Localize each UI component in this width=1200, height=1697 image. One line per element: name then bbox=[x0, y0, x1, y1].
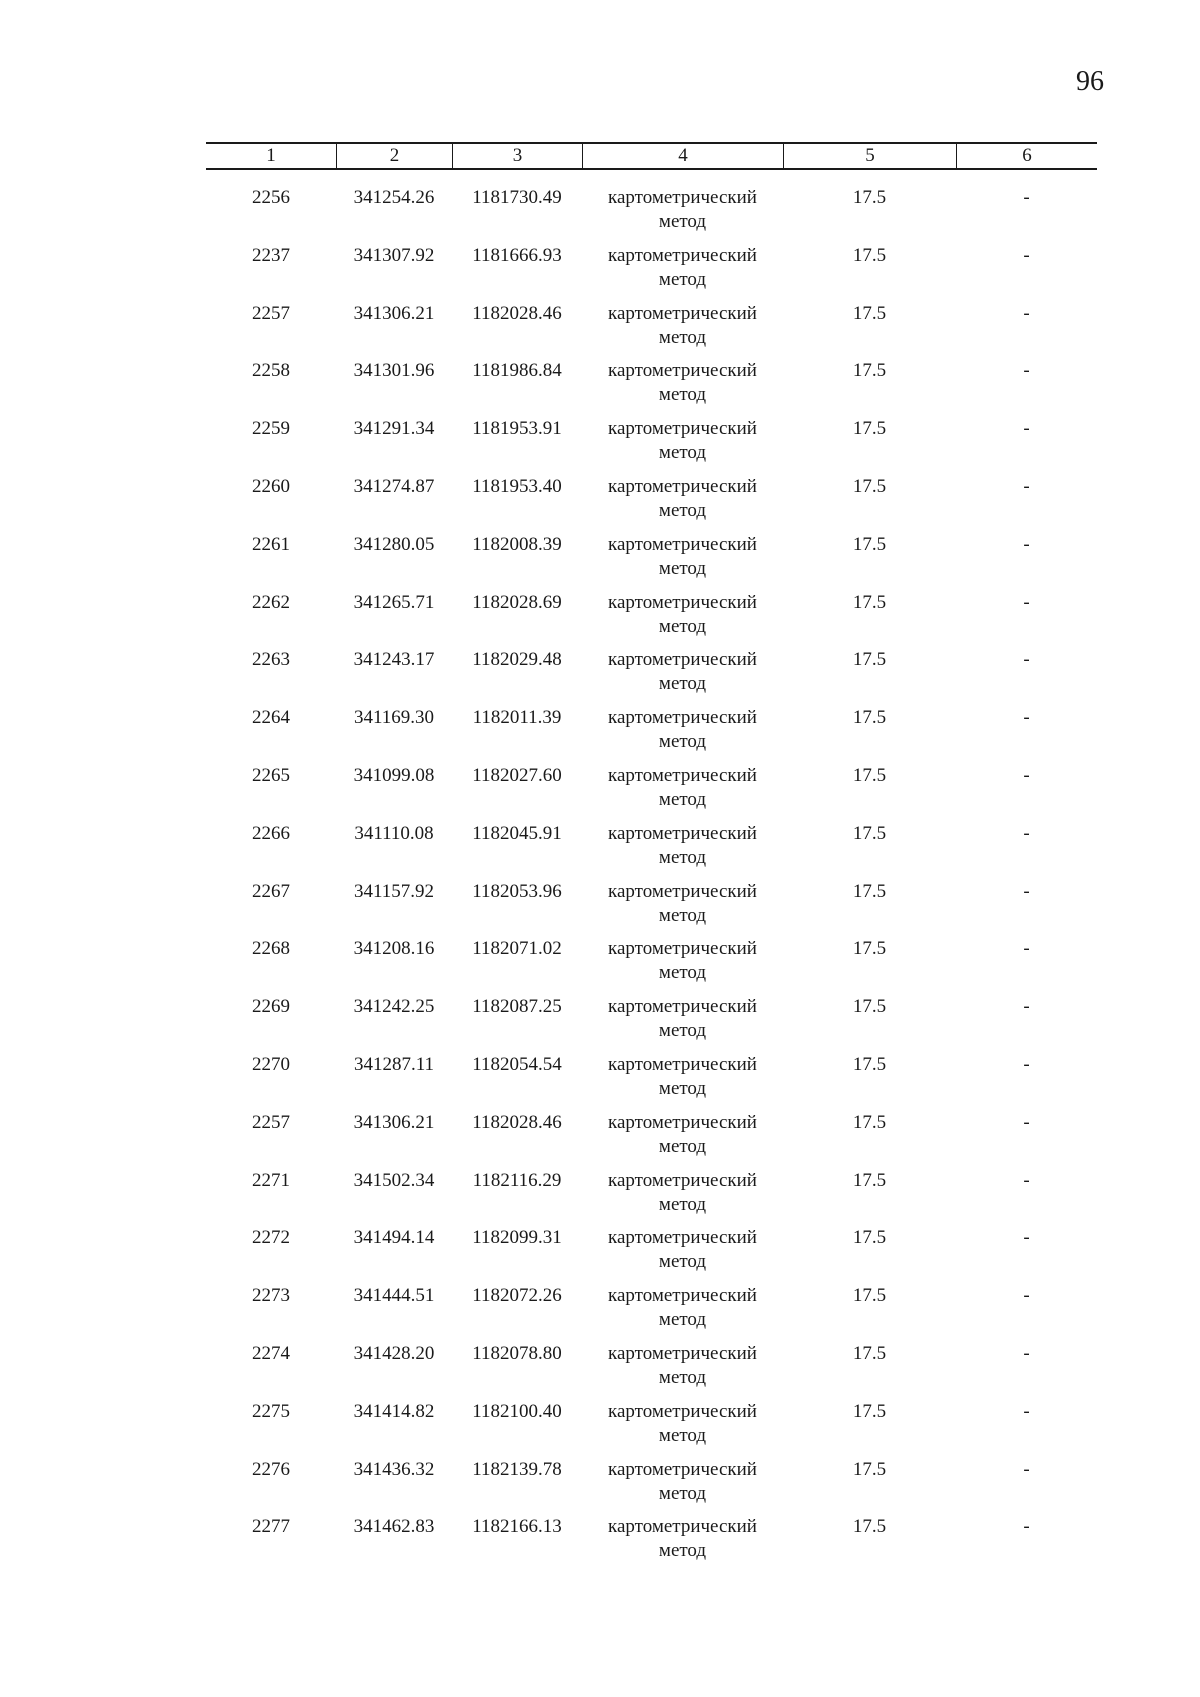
method-line1: картометрический bbox=[608, 591, 757, 613]
method-line2: метод bbox=[658, 211, 707, 232]
method-line2: метод bbox=[658, 384, 707, 406]
table-header bbox=[206, 142, 1097, 170]
point-number-cell: 2237 bbox=[252, 244, 290, 266]
point-number-cell: 2259 bbox=[252, 418, 290, 440]
y-coordinate-cell: 1182116.29 bbox=[472, 1169, 562, 1191]
method-cell bbox=[582, 417, 783, 475]
y-coordinate-cell: 1181953.40 bbox=[472, 475, 562, 497]
point-number-cell: 2257 bbox=[252, 1111, 290, 1133]
method-line2: метод bbox=[658, 326, 707, 348]
table-row bbox=[206, 533, 1097, 591]
accuracy-cell: 17.5 bbox=[852, 938, 887, 960]
point-number-cell: 2260 bbox=[252, 475, 290, 497]
accuracy-cell: 17.5 bbox=[852, 1169, 887, 1191]
note-cell: - bbox=[1023, 302, 1030, 324]
table-body bbox=[206, 170, 1097, 1573]
method-line1: картометрический bbox=[608, 475, 757, 497]
method-cell bbox=[582, 1458, 783, 1516]
accuracy-cell: 17.5 bbox=[852, 707, 887, 729]
point-number-cell: 2269 bbox=[252, 996, 290, 1018]
table-row bbox=[206, 302, 1097, 360]
method-line1: картометрический bbox=[608, 1516, 757, 1538]
x-coordinate-cell: 341462.83 bbox=[353, 1516, 435, 1538]
table-row bbox=[206, 1284, 1097, 1342]
accuracy-cell: 17.5 bbox=[852, 244, 887, 266]
accuracy-cell: 17.5 bbox=[852, 649, 887, 671]
accuracy-cell: 17.5 bbox=[852, 1053, 887, 1075]
x-coordinate-cell: 341110.08 bbox=[354, 822, 434, 844]
coordinates-table bbox=[206, 142, 1097, 1573]
method-cell bbox=[582, 648, 783, 706]
note-cell: - bbox=[1023, 707, 1030, 729]
table-row bbox=[206, 244, 1097, 302]
table-row bbox=[206, 417, 1097, 475]
note-cell: - bbox=[1023, 649, 1030, 671]
y-coordinate-cell: 1181666.93 bbox=[472, 244, 562, 266]
column-header: 6 bbox=[956, 144, 1097, 168]
point-number-cell: 2270 bbox=[252, 1053, 290, 1075]
table-row bbox=[206, 648, 1097, 706]
accuracy-cell: 17.5 bbox=[852, 591, 887, 613]
method-line1: картометрический bbox=[608, 938, 757, 960]
method-cell bbox=[582, 1515, 783, 1573]
y-coordinate-cell: 1182027.60 bbox=[472, 764, 562, 786]
method-line2: метод bbox=[658, 1251, 707, 1273]
accuracy-cell: 17.5 bbox=[852, 880, 887, 902]
accuracy-cell: 17.5 bbox=[852, 1458, 887, 1480]
column-header: 4 bbox=[582, 144, 783, 168]
method-cell bbox=[582, 822, 783, 880]
point-number-cell: 2276 bbox=[252, 1458, 290, 1480]
table-row bbox=[206, 1169, 1097, 1227]
method-cell bbox=[582, 533, 783, 591]
point-number-cell: 2277 bbox=[252, 1516, 290, 1538]
x-coordinate-cell: 341254.26 bbox=[353, 187, 435, 208]
method-cell bbox=[582, 1111, 783, 1169]
y-coordinate-cell: 1182028.46 bbox=[472, 1111, 562, 1133]
x-coordinate-cell: 341444.51 bbox=[353, 1285, 435, 1307]
method-line1: картометрический bbox=[608, 996, 757, 1018]
y-coordinate-cell: 1182166.13 bbox=[472, 1516, 562, 1538]
method-line2: метод bbox=[658, 1482, 707, 1504]
table-row bbox=[206, 822, 1097, 880]
accuracy-cell: 17.5 bbox=[852, 764, 887, 786]
x-coordinate-cell: 341208.16 bbox=[353, 938, 435, 960]
note-cell: - bbox=[1023, 1111, 1030, 1133]
method-cell bbox=[582, 880, 783, 938]
method-line2: метод bbox=[658, 962, 707, 984]
x-coordinate-cell: 341306.21 bbox=[353, 1111, 435, 1133]
method-line1: картометрический bbox=[608, 244, 757, 266]
method-line2: метод bbox=[658, 1366, 707, 1388]
table-row bbox=[206, 1111, 1097, 1169]
note-cell: - bbox=[1023, 764, 1030, 786]
y-coordinate-cell: 1182139.78 bbox=[472, 1458, 562, 1480]
y-coordinate-cell: 1181986.84 bbox=[472, 360, 562, 382]
method-line2: метод bbox=[658, 1309, 707, 1331]
method-line1: картометрический bbox=[608, 1342, 757, 1364]
point-number-cell: 2261 bbox=[252, 533, 290, 555]
point-number-cell: 2271 bbox=[252, 1169, 290, 1191]
method-cell bbox=[582, 1342, 783, 1400]
point-number-cell: 2257 bbox=[252, 302, 290, 324]
method-line1: картометрический bbox=[608, 822, 757, 844]
method-line1: картометрический bbox=[608, 649, 757, 671]
x-coordinate-cell: 341242.25 bbox=[353, 996, 435, 1018]
point-number-cell: 2256 bbox=[252, 187, 290, 208]
accuracy-cell: 17.5 bbox=[852, 1285, 887, 1307]
point-number-cell: 2268 bbox=[252, 938, 290, 960]
note-cell: - bbox=[1023, 475, 1030, 497]
column-header: 1 bbox=[266, 145, 276, 166]
method-cell bbox=[582, 359, 783, 417]
method-line2: метод bbox=[658, 788, 707, 810]
method-line1: картометрический bbox=[608, 1169, 757, 1191]
x-coordinate-cell: 341428.20 bbox=[353, 1342, 435, 1364]
x-coordinate-cell: 341243.17 bbox=[353, 649, 435, 671]
x-coordinate-cell: 341306.21 bbox=[353, 302, 435, 324]
method-line2: метод bbox=[658, 673, 707, 695]
y-coordinate-cell: 1182028.69 bbox=[472, 591, 562, 613]
method-line2: метод bbox=[658, 1077, 707, 1099]
accuracy-cell: 17.5 bbox=[852, 360, 887, 382]
note-cell: - bbox=[1023, 1169, 1030, 1191]
y-coordinate-cell: 1182008.39 bbox=[472, 533, 562, 555]
point-number-cell: 2272 bbox=[252, 1227, 290, 1249]
method-line2: метод bbox=[658, 615, 707, 637]
x-coordinate-cell: 341291.34 bbox=[353, 418, 435, 440]
x-coordinate-cell: 341099.08 bbox=[353, 764, 435, 786]
accuracy-cell: 17.5 bbox=[852, 1400, 887, 1422]
method-cell bbox=[582, 764, 783, 822]
method-line1: картометрический bbox=[608, 187, 757, 208]
note-cell: - bbox=[1023, 1458, 1030, 1480]
point-number-cell: 2275 bbox=[252, 1400, 290, 1422]
accuracy-cell: 17.5 bbox=[852, 533, 887, 555]
method-cell bbox=[582, 186, 783, 244]
accuracy-cell: 17.5 bbox=[852, 996, 887, 1018]
method-line2: метод bbox=[658, 268, 707, 290]
y-coordinate-cell: 1182100.40 bbox=[472, 1400, 562, 1422]
method-line2: метод bbox=[658, 1424, 707, 1446]
method-line1: картометрический bbox=[608, 1458, 757, 1480]
note-cell: - bbox=[1023, 880, 1030, 902]
note-cell: - bbox=[1023, 533, 1030, 555]
note-cell: - bbox=[1023, 1516, 1030, 1538]
point-number-cell: 2258 bbox=[252, 360, 290, 382]
y-coordinate-cell: 1182029.48 bbox=[472, 649, 562, 671]
note-cell: - bbox=[1023, 360, 1030, 382]
method-line1: картометрический bbox=[608, 418, 757, 440]
point-number-cell: 2264 bbox=[252, 707, 290, 729]
method-line1: картометрический bbox=[608, 302, 757, 324]
x-coordinate-cell: 341494.14 bbox=[353, 1227, 435, 1249]
accuracy-cell: 17.5 bbox=[852, 475, 887, 497]
method-line2: метод bbox=[658, 499, 707, 521]
method-line2: метод bbox=[658, 1193, 707, 1215]
point-number-cell: 2267 bbox=[252, 880, 290, 902]
method-line2: метод bbox=[658, 557, 707, 579]
x-coordinate-cell: 341169.30 bbox=[353, 707, 435, 729]
note-cell: - bbox=[1023, 1400, 1030, 1422]
method-cell bbox=[582, 937, 783, 995]
note-cell: - bbox=[1023, 187, 1030, 208]
method-line1: картометрический bbox=[608, 1053, 757, 1075]
table-row bbox=[206, 591, 1097, 649]
note-cell: - bbox=[1023, 822, 1030, 844]
method-cell bbox=[582, 475, 783, 533]
table-row bbox=[206, 1226, 1097, 1284]
table-row bbox=[206, 1515, 1097, 1573]
table-row bbox=[206, 706, 1097, 764]
note-cell: - bbox=[1023, 1342, 1030, 1364]
method-line2: метод bbox=[658, 442, 707, 464]
method-cell bbox=[582, 591, 783, 649]
note-cell: - bbox=[1023, 244, 1030, 266]
y-coordinate-cell: 1182011.39 bbox=[472, 707, 562, 729]
method-line1: картометрический bbox=[608, 764, 757, 786]
point-number-cell: 2273 bbox=[252, 1285, 290, 1307]
accuracy-cell: 17.5 bbox=[852, 1342, 887, 1364]
page-number: 96 bbox=[1076, 66, 1104, 97]
point-number-cell: 2274 bbox=[252, 1342, 290, 1364]
column-header: 3 bbox=[452, 144, 582, 168]
note-cell: - bbox=[1023, 591, 1030, 613]
method-line1: картометрический bbox=[608, 533, 757, 555]
table-row bbox=[206, 1458, 1097, 1516]
y-coordinate-cell: 1182078.80 bbox=[472, 1342, 562, 1364]
table-row bbox=[206, 475, 1097, 533]
table-row bbox=[206, 937, 1097, 995]
note-cell: - bbox=[1023, 938, 1030, 960]
table-row bbox=[206, 186, 1097, 244]
method-line2: метод bbox=[658, 1135, 707, 1157]
y-coordinate-cell: 1182072.26 bbox=[472, 1285, 562, 1307]
accuracy-cell: 17.5 bbox=[852, 187, 887, 208]
method-line2: метод bbox=[658, 846, 707, 868]
method-line1: картометрический bbox=[608, 1285, 757, 1307]
x-coordinate-cell: 341287.11 bbox=[353, 1053, 435, 1075]
method-line2: метод bbox=[658, 1540, 707, 1562]
y-coordinate-cell: 1182054.54 bbox=[472, 1053, 562, 1075]
x-coordinate-cell: 341414.82 bbox=[353, 1400, 435, 1422]
method-cell bbox=[582, 995, 783, 1053]
table-row bbox=[206, 1053, 1097, 1111]
column-header: 5 bbox=[783, 144, 956, 168]
note-cell: - bbox=[1023, 1285, 1030, 1307]
method-line1: картометрический bbox=[608, 707, 757, 729]
x-coordinate-cell: 341265.71 bbox=[353, 591, 435, 613]
point-number-cell: 2265 bbox=[252, 764, 290, 786]
y-coordinate-cell: 1182053.96 bbox=[472, 880, 562, 902]
method-line2: метод bbox=[658, 731, 707, 753]
y-coordinate-cell: 1182045.91 bbox=[472, 822, 562, 844]
method-line2: метод bbox=[658, 904, 707, 926]
table-row bbox=[206, 995, 1097, 1053]
point-number-cell: 2263 bbox=[252, 649, 290, 671]
note-cell: - bbox=[1023, 996, 1030, 1018]
accuracy-cell: 17.5 bbox=[852, 822, 887, 844]
table-row bbox=[206, 1400, 1097, 1458]
x-coordinate-cell: 341301.96 bbox=[353, 360, 435, 382]
y-coordinate-cell: 1182087.25 bbox=[472, 996, 562, 1018]
table-row bbox=[206, 1342, 1097, 1400]
y-coordinate-cell: 1182028.46 bbox=[472, 302, 562, 324]
method-cell bbox=[582, 1284, 783, 1342]
accuracy-cell: 17.5 bbox=[852, 418, 887, 440]
point-number-cell: 2266 bbox=[252, 822, 290, 844]
accuracy-cell: 17.5 bbox=[852, 1111, 887, 1133]
method-cell bbox=[582, 1169, 783, 1227]
column-header: 2 bbox=[336, 144, 452, 168]
accuracy-cell: 17.5 bbox=[852, 302, 887, 324]
x-coordinate-cell: 341157.92 bbox=[353, 880, 435, 902]
table-row bbox=[206, 764, 1097, 822]
method-cell bbox=[582, 302, 783, 360]
y-coordinate-cell: 1181953.91 bbox=[472, 418, 562, 440]
x-coordinate-cell: 341274.87 bbox=[353, 475, 435, 497]
method-cell bbox=[582, 706, 783, 764]
method-cell bbox=[582, 1226, 783, 1284]
note-cell: - bbox=[1023, 1053, 1030, 1075]
method-cell bbox=[582, 1053, 783, 1111]
y-coordinate-cell: 1181730.49 bbox=[472, 187, 562, 208]
method-line2: метод bbox=[658, 1020, 707, 1042]
note-cell: - bbox=[1023, 418, 1030, 440]
x-coordinate-cell: 341280.05 bbox=[353, 533, 435, 555]
y-coordinate-cell: 1182071.02 bbox=[472, 938, 562, 960]
method-line1: картометрический bbox=[608, 1227, 757, 1249]
y-coordinate-cell: 1182099.31 bbox=[472, 1227, 562, 1249]
x-coordinate-cell: 341502.34 bbox=[353, 1169, 435, 1191]
x-coordinate-cell: 341307.92 bbox=[353, 244, 435, 266]
table-row bbox=[206, 880, 1097, 938]
method-cell bbox=[582, 1400, 783, 1458]
accuracy-cell: 17.5 bbox=[852, 1516, 887, 1538]
method-line1: картометрический bbox=[608, 1111, 757, 1133]
table-row bbox=[206, 359, 1097, 417]
x-coordinate-cell: 341436.32 bbox=[353, 1458, 435, 1480]
method-line1: картометрический bbox=[608, 880, 757, 902]
note-cell: - bbox=[1023, 1227, 1030, 1249]
method-line1: картометрический bbox=[608, 360, 757, 382]
accuracy-cell: 17.5 bbox=[852, 1227, 887, 1249]
point-number-cell: 2262 bbox=[252, 591, 290, 613]
method-line1: картометрический bbox=[608, 1400, 757, 1422]
method-cell bbox=[582, 244, 783, 302]
